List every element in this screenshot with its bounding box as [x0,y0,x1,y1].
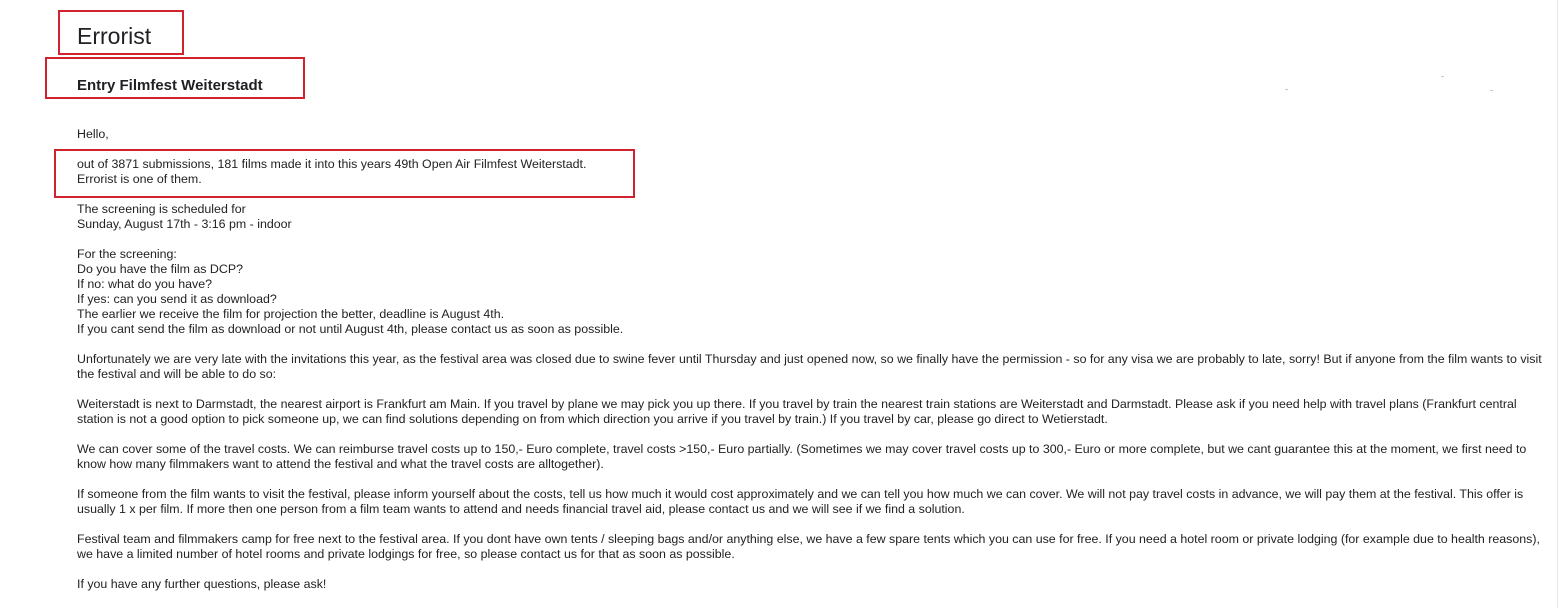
page-title: Errorist [77,23,152,49]
title-highlight-box [58,10,184,55]
dcp-line: If no: what do you have? [77,277,213,291]
late-paragraph: Unfortunately we are very late with the invitations this year, as the festival area was closed due to swine fever until Thursday and just opened now, so we finally have the permission - so for any visa we are probably to late, sorry! But if anyone from the film wants to visit the festival and will be able to do so: [77,352,1542,381]
screening-line: Sunday, August 17th - 3:16 pm - indoor [77,217,292,231]
greeting [77,127,1547,142]
travel-paragraph: Weiterstadt is next to Darmstadt, the nearest airport is Frankfurt am Main. If you travel by plane we may pick you up there. If you travel by train the nearest train stations are Weiterstadt and Darmstadt. Please ask if you need help with travel plans (Frankfurt central station is not a good option to pick someone up, we can find solutions depending on from which direction you arrive if you travel by train.) If you travel by car, please go direct to Wetierstadt. [77,397,1517,426]
intro-paragraph [77,157,1547,187]
decorative-speck [1285,89,1288,90]
closing-paragraph: If you have any further questions, please ask! [77,577,327,591]
visit-paragraph: If someone from the film wants to visit the festival, please inform yourself about the costs, tell us how much it would cost approximately and we can tell you how much we can cover. We will not pay travel costs in advance, we will pay them at the festival. This offer is usually 1 x per film. If more then one person from a film team wants to attend and needs financial travel aid, please contact us and we will see if we find a solution. [77,487,1524,516]
email-body [77,127,1547,607]
subject-highlight-box [45,57,305,99]
dcp-paragraph [77,247,1547,337]
dcp-line: Do you have the film as DCP? [77,262,243,276]
screening-paragraph [77,202,1547,232]
scroll-edge [1557,0,1558,608]
dcp-line: The earlier we receive the film for projection the better, deadline is August 4th. [77,307,505,321]
email-subject: Entry Filmfest Weiterstadt [77,77,263,94]
decorative-speck [1490,90,1493,91]
screening-line: The screening is scheduled for [77,202,246,216]
intro-line: out of 3871 submissions, 181 films made it into this years 49th Open Air Filmfest Weiterstadt. [77,157,587,171]
intro-line: Errorist is one of them. [77,172,202,186]
costs-paragraph: We can cover some of the travel costs. We can reimburse travel costs up to 150,- Euro complete, travel costs >150,- Euro partially. (Sometimes we may cover travel costs up to 300,- Euro or more complete, but we cant guarantee this at the moment, we first need to know how many filmmakers want to attend the festival and what the travel costs are alltogether). [77,442,1527,471]
camp-paragraph: Festival team and filmmakers camp for free next to the festival area. If you dont have own tents / sleeping bags and/or anything else, we have a few spare tents which you can use for free. If you need a hotel room or private lodging (for example due to health reasons), we have a limited number of hotel rooms and private lodgings for free, so please contact us for that as soon as possible. [77,532,1540,561]
dcp-line: For the screening: [77,247,177,261]
decorative-speck [1441,76,1444,77]
greeting-text: Hello, [77,127,109,141]
dcp-line: If you cant send the film as download or not until August 4th, please contact us as soon as possible. [77,322,624,336]
dcp-line: If yes: can you send it as download? [77,292,277,306]
